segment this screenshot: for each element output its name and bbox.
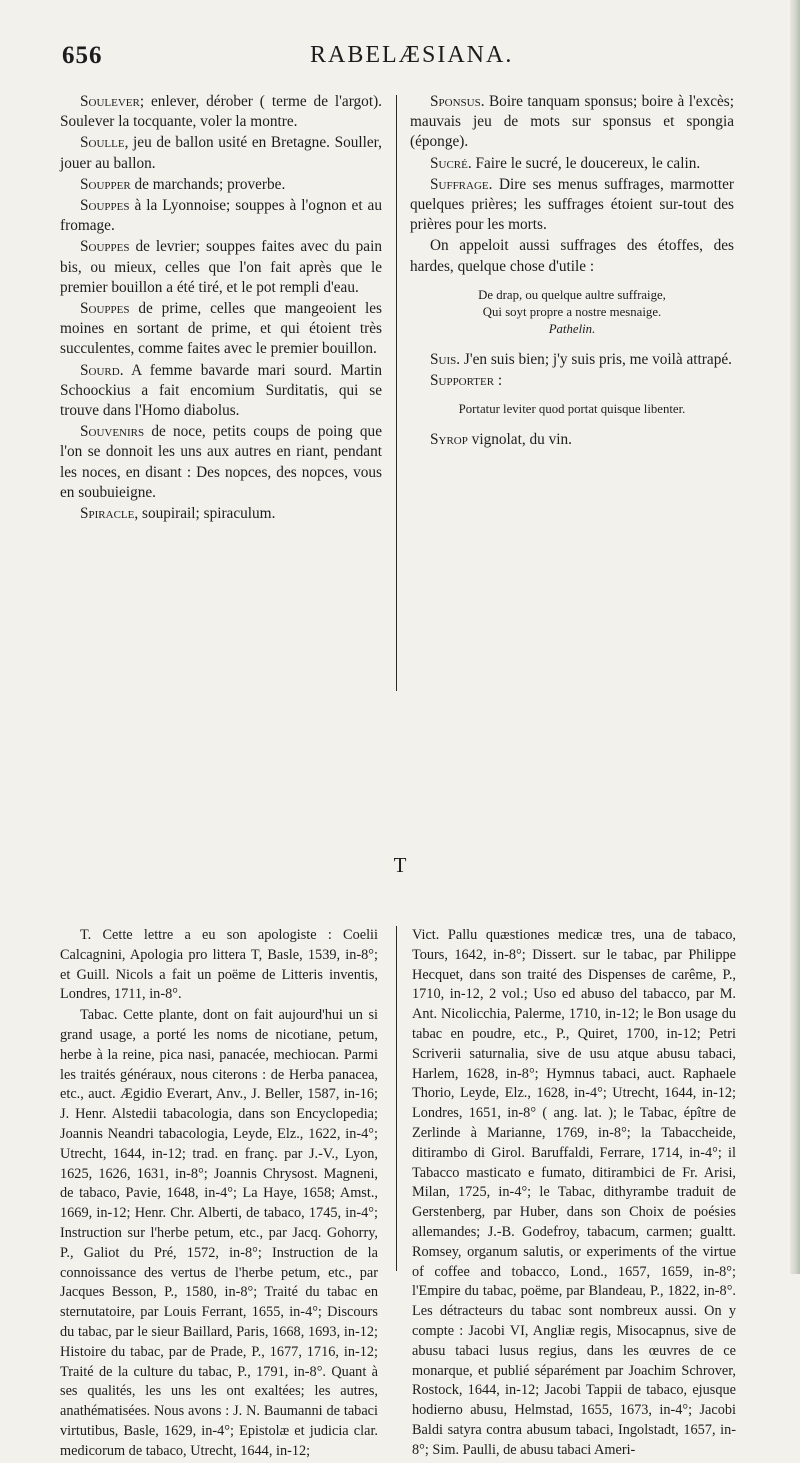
entry-soulever: Soulever; enlever, dérober ( terme de l'argot). Soulever la tocquante, voler la montre. — [60, 93, 382, 131]
page-edge — [790, 0, 800, 1274]
bottom-right-column — [412, 926, 736, 1462]
entry-sourd: Sourd. A femme bavarde mari sourd. Martin Schoockius a fait encomium Surditatis, qui se trouve dans l'Homo diabolus. — [60, 361, 382, 420]
page-number: 656 — [62, 42, 103, 69]
entry-soulle: Soulle, jeu de ballon usité en Bretagne. Souller, jouer au ballon. — [60, 134, 382, 172]
verse-quotation — [410, 287, 734, 338]
entry-souppes-prime: Souppes de prime, celles que mangeoient les moines en sortant de prime, et qui étoient très succulentes, comme faites avec le premier bouillon. — [60, 300, 382, 358]
entry-tabac: Tabac. Cette plante, dont on fait aujourd'hui un si grand usage, a porté les noms de nicotiane, petum, herbe à la reine, pica nasi, panacée, mechiocan. Parmi les traités généraux, nous citerons : de Herba panacea, etc., auct. Ægidio Everart, Anv., J. Beller, 1587, in-16; J. Henr. Alstedii tabacologia, dans son Encyclopedia; Joannis Neandri tabacologia, Leyde, Elz., 1622, in-4°; Utrecht, 1644, in-12; trad. en franç. par J.-V., Lyon, 1625, 1626, 1631, in-8°; Joannis Chrysost. Magneni, de tabaco, Pavie, 1648, in-4°; La Haye, 1658; Amst., 1669, in-12; Henr. Chr. Alberti, de tabaco, 1745, in-4°; Instruction sur l'herbe petum, etc., par Jacq. Gohorry, P., Galiot du Pré, 1572, in-8°; Instruction de la connoissance des vertus de l'herbe petum, etc., par Jacques Besson, P., 1580, in-8°; Traité du tabac en sternutatoire, par Louis Ferrant, 1655, in-4°; Discours du tabac, par le sieur Baillard, Paris, 1668, 1693, in-12; Histoire du tabac, par de Prade, P., 1677, 1716, in-12; Traité de la culture du tabac, P., 1791, in-8°. Quant à ses qualités, les uns les ont exaltées; les autres, anathématisées. Nous avons : J. N. Baumanni de tabaci virtutibus, Basle, 1629, in-4°; Epistolæ et judicia clar. medicorum de tabaco, Utrecht, 1644, in-12; — [60, 1007, 378, 1459]
entry-souppes-levrier: Souppes de levrier; souppes faites avec du pain bis, ou mieux, celles que l'on fait après que le premier bouillon a été tiré, et le pot rempli d'eau. — [60, 238, 382, 296]
verse-line: Qui soyt propre a nostre mesnaige. — [482, 304, 662, 319]
entry-syrop: Syrop vignolat, du vin. — [430, 431, 572, 449]
column-divider-top — [396, 95, 397, 691]
entry-suffrage: Suffrage. Dire ses menus suffrages, marmotter quelques prières; les suffrages étoient sur-tout des prières pour les morts. — [410, 175, 734, 234]
entry-souppes-lyonnoise: Souppes à la Lyonnoise; souppes à l'ognon et au fromage. — [60, 197, 382, 235]
entry-spiracle: Spiracle, soupirail; spiraculum. — [80, 505, 276, 523]
entry-sucre: Sucré. Faire le sucré, le doucereux, le calin. — [430, 154, 701, 172]
verse-line: De drap, ou quelque aultre suffraige, — [478, 287, 666, 302]
page-header — [0, 42, 800, 82]
section-letter: T — [393, 853, 407, 877]
entry-souvenirs: Souvenirs de noce, petits coups de poing que l'on se donnoit les uns aux autres en riant, pendant les noces, en disant : Des nopces, des nopces, vous en soubuieigne. — [60, 423, 382, 501]
column-divider-bottom — [396, 926, 397, 1271]
entry-sponsus: Sponsus. Boire tanquam sponsus; boire à l'excès; mauvais jeu de mots sur sponsus et spongia (éponge). — [410, 93, 734, 151]
running-title: RABELÆSIANA. — [310, 42, 514, 68]
entry-suis: Suis. J'en suis bien; j'y suis pris, me voilà attrapé. — [430, 350, 732, 368]
verse-author: Pathelin. — [548, 321, 596, 336]
entry-tabac-continued: Vict. Pallu quæstiones medicæ tres, una de tabaco, Tours, 1642, in-8°; Dissert. sur le tabac, par Philippe Hecquet, dans son traité des Dispenses de carême, P., 1710, in-12, 2 vol.; Uso ed abuso del tabacco, par M. Ant. Nicolicchia, Palerme, 1710, in-12; le Bon usage du tabac en poudre, etc., P., Quiret, 1700, in-12; Petri Scriverii saturnalia, sive de usu atque abusu tabaci, Harlem, 1628, in-8°; Hymnus tabaci, auct. Raphaele Thorio, Leyde, Elz., 1628, in-4°; Utrecht, 1644, in-12; Londres, 1651, in-8° ( ang. lat. ); le Tabac, épître de Zerlinde à Marianne, 1769, in-8°; la Tabaccheide, ditirambo di Girol. Baruffaldi, Ferrare, 1714, in-4°; il Tabacco masticato e fumato, ditirambici de Fr. Arisi, Milan, 1725, in-4°; le Tabac, dithyrambe traduit de Gerstenberg, par Huber, dans son Choix de poésies allemandes; J.-B. Godefroy, tabacum, carmen; gualtt. Romsey, organum salutis, or experiments of the virtue of coffee and tobacco, Lond., 1657, 1659, in-8°; l'Empire du tabac, poëme, par Blandeau, P., 1822, in-8°. Les détracteurs du tabac sont nombreux aussi. On y compte : Jacobi VI, Angliæ regis, Misocapnus, sive de abusu tabaci lusus regius, dans les œuvres de ce monarque, et publié séparément par Joachim Schrover, Rostock, 1644, in-12; Jacobi Tappii de tabaco, ejusque hodierno abusu, Helmstad, 1655, 1673, in-4°; Jacobi Baldi satyra contra abusum tabaci, Ingolstadt, 1657, in-8°; Sim. Paulli, de abusu tabaci Ameri- — [412, 927, 736, 1458]
top-left-column — [60, 92, 382, 525]
entry-t: T. Cette lettre a eu son apologiste : Coelii Calcagnini, Apologia pro littera T, Basle, 1539, in-8°; et Guill. Nicols a fait un poëme de Litteris inventis, Londres, 1711, in-8°. — [60, 927, 378, 1003]
top-right-column — [410, 92, 734, 451]
entry-soupper: Soupper de marchands; proverbe. — [80, 175, 286, 193]
latin-quotation: Portatur leviter quod portat quisque libenter. — [458, 402, 686, 417]
bottom-left-column — [60, 926, 378, 1463]
entry-supporter: Supporter : — [430, 372, 503, 390]
entry-suffrage-cont: On appeloit aussi suffrages des étoffes, des hardes, quelque chose d'utile : — [410, 237, 734, 275]
